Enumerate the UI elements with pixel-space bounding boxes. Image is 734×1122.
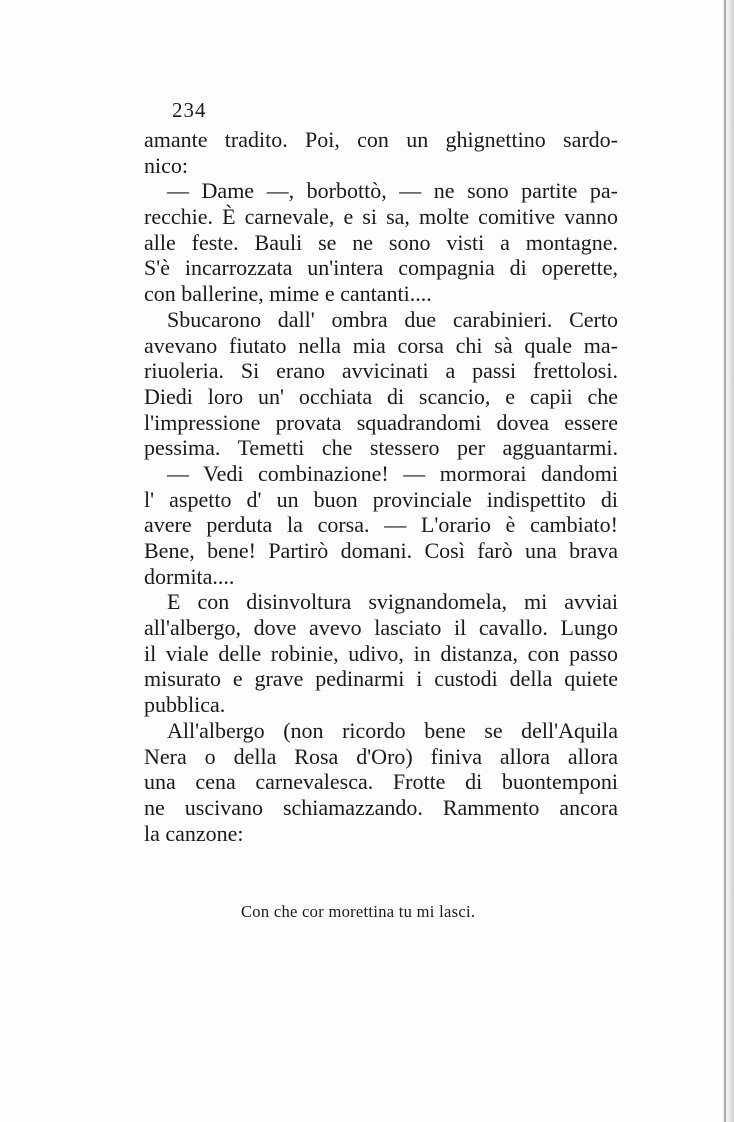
text-line: misurato e grave pedinarmi i custodi della quiete	[144, 666, 618, 692]
text-line: Diedi loro un' occhiata di scancio, e capii che	[144, 383, 618, 409]
text-line: l' aspetto d' un buon provinciale indispettito di	[144, 486, 618, 512]
text-line: nico:	[144, 152, 188, 178]
text-line: — Dame —, borbottò, — ne sono partite pa-	[167, 178, 618, 204]
text-line: all'albergo, dove avevo lasciato il cavallo. Lungo	[144, 615, 618, 641]
page-edge-line	[724, 0, 726, 1122]
text-line: S'è incarrozzata un'intera compagnia di operette,	[144, 255, 618, 281]
text-line: con ballerine, mime e cantanti....	[144, 281, 432, 307]
text-line: ne uscivano schiamazzando. Rammento ancora	[144, 794, 618, 820]
verse-line: Con che cor morettina tu mi lasci.	[241, 902, 476, 921]
text-line: una cena carnevalesca. Frotte di buontemponi	[144, 769, 618, 795]
body-text	[144, 127, 618, 846]
text-line: All'albergo (non ricordo bene se dell'Aquila	[167, 717, 618, 743]
text-line: alle feste. Bauli se ne sono visti a montagne.	[144, 229, 618, 255]
page-number: 234	[172, 98, 207, 122]
text-line: pubblica.	[144, 692, 226, 718]
text-line: — Vedi combinazione! — mormorai dandomi	[167, 460, 618, 486]
text-line: E con disinvoltura svignandomela, mi avviai	[167, 589, 618, 615]
text-line: la canzone:	[144, 820, 244, 846]
text-line: il viale delle robinie, udivo, in distanza, con passo	[144, 640, 618, 666]
text-line: Nera o della Rosa d'Oro) finiva allora allora	[144, 743, 618, 769]
text-line: l'impressione provata squadrandomi dovea essere	[144, 409, 618, 435]
text-line: recchie. È carnevale, e si sa, molte comitive vanno	[144, 204, 618, 230]
text-line: amante tradito. Poi, con un ghignettino sardo-	[144, 127, 618, 152]
text-line: avere perduta la corsa. — L'orario è cambiato!	[144, 512, 618, 538]
page-edge-shadow	[720, 0, 734, 1122]
text-line: Bene, bene! Partirò domani. Così farò una brava	[144, 538, 618, 563]
text-line: dormita....	[144, 563, 235, 589]
text-line: pessima. Temetti che stessero per agguantarmi.	[144, 435, 618, 461]
text-line: avevano fiutato nella mia corsa chi sà quale ma-	[144, 332, 618, 358]
text-line: Sbucarono dall' ombra due carabinieri. Certo	[167, 306, 618, 332]
text-line: riuoleria. Si erano avvicinati a passi frettolosi.	[144, 358, 618, 384]
